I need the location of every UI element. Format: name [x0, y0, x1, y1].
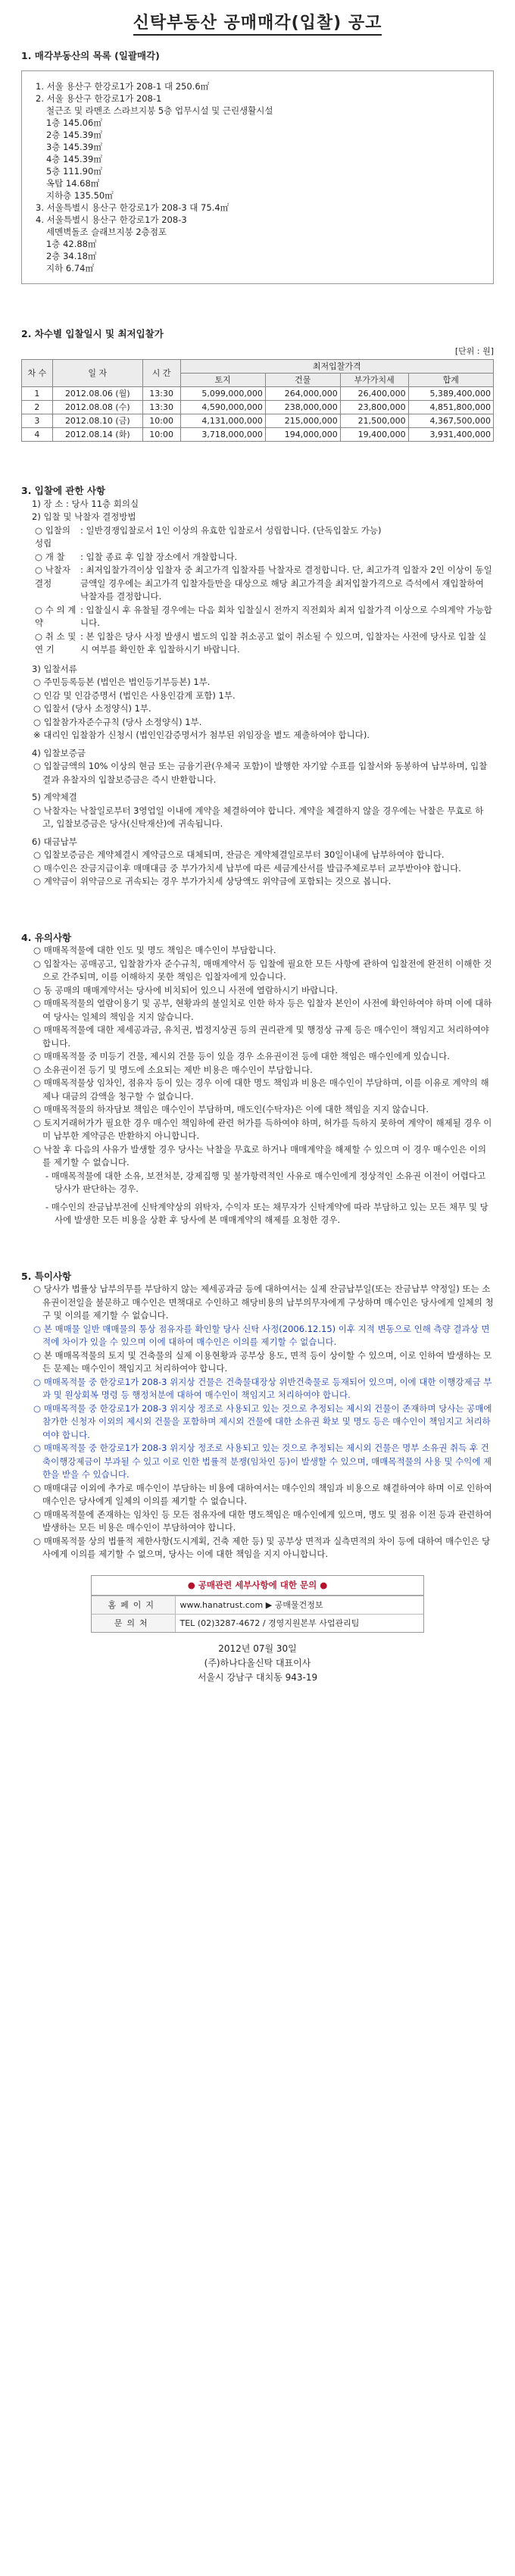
property-line: 1. 서울 용산구 한강로1가 208-1 대 250.6㎡ — [36, 81, 210, 92]
table-cell: 238,000,000 — [265, 400, 340, 414]
property-line: 2층 34.18㎡ — [46, 251, 97, 262]
caution-item: ○ 소유권이전 등기 및 명도에 소요되는 제반 비용은 매수인이 부담합니다. — [33, 1064, 313, 1075]
subsection-payment: 6) 대금납부 — [32, 836, 77, 847]
caution-item: ○ 매매목적물상 임차인, 점유자 등이 있는 경우 이에 대한 명도 책임과 비용은 매수인이 부담하며, 이를 이유로 계약의 해제나 대금의 감액을 청구할 수 없습니다. — [33, 1077, 489, 1102]
property-line: 옥탑 14.68㎡ — [46, 178, 100, 189]
property-line: 세멘벽돌조 슬래브지붕 2층점포 — [46, 227, 167, 238]
term-row — [21, 604, 494, 630]
document-item: ○ 입찰서 (당사 소정양식) 1부. — [33, 703, 151, 714]
contact-box — [91, 1575, 424, 1633]
table-cell: 215,000,000 — [265, 414, 340, 427]
table-cell: 2012.08.14 (화) — [52, 428, 142, 442]
section-special-notes — [21, 1270, 494, 1562]
term-body: : 입찰 종료 후 입찰 장소에서 개찰합니다. — [80, 551, 238, 562]
unit-label: [단위 : 원] — [454, 345, 494, 356]
special-note-item: ○ 매매목적물 중 한강로1가 208-3 위지상 정조로 사용되고 있는 것으로 추정되는 제시외 건물이 존재하며 당사는 공매에 참가한 신청자 이외의 제시외 건물을 포함하며 제시외 건물에 대한 소유권 확보 및 명도 등은 매수인이 책임지고 처리하여야 합니다. — [33, 1402, 492, 1440]
section-bid-schedule — [21, 327, 494, 442]
table-cell: 4,131,000,000 — [180, 414, 265, 427]
table-row — [22, 400, 494, 414]
property-line: 지하층 135.50㎡ — [46, 190, 114, 202]
payment-item: ○ 입찰보증금은 계약체결시 계약금으로 대체되며, 잔금은 계약체결일로부터 30일이내에 납부하여야 합니다. — [33, 849, 445, 861]
footer — [21, 1642, 494, 1685]
col-header-land: 토지 — [180, 373, 265, 386]
deposit-text: ○ 입찰금액의 10% 이상의 현금 또는 금융기관(우체국 포함)이 발행한 자기앞 수표를 입찰서와 동봉하여 납부하며, 입찰결과 유찰자의 입찰보증금은 즉시 반환합니다. — [33, 761, 488, 785]
caution-item: ○ 매매목적물 중 미등기 건물, 제시외 건물 등이 있을 경우 소유권이전 등에 대한 책임은 매수인에게 있습니다. — [33, 1051, 450, 1062]
property-list-box — [21, 70, 494, 284]
caution-subitem: - 매매목적물에 대한 소유, 보전처분, 강제집행 및 불가항력적인 사유로 매수인에게 정상적인 소유권 이전이 어렵다고 당사가 판단하는 경우. — [45, 1170, 486, 1195]
term-body: : 입찰실시 후 유찰될 경우에는 다음 회차 입찰실시 전까지 직전회차 최저 입찰가격 이상으로 수의계약 가능합니다. — [80, 604, 492, 629]
table-cell: 13:30 — [142, 386, 180, 400]
table-cell: 4,851,800,000 — [408, 400, 493, 414]
table-cell: 2012.08.10 (금) — [52, 414, 142, 427]
table-cell: 5,099,000,000 — [180, 386, 265, 400]
property-line: 지하 6.74㎡ — [46, 263, 94, 274]
property-line: 1층 42.88㎡ — [46, 239, 97, 250]
term-label: ○ 낙찰자 결정 — [35, 564, 71, 589]
special-note-item: ○ 매매목적물 중 한강로1가 208-3 위지상 정조로 사용되고 있는 것으로 추정되는 제시외 건물은 명부 소유권 취득 후 건축이행강제금이 부과될 수 있고 이로 인한 법률적 분쟁(임차인 등)이 발생할 수 있으며, 매매목적물의 사용 및 수익에 제한을 받을 수 있습니다. — [33, 1443, 492, 1480]
term-row — [21, 564, 494, 604]
company-address: 서울시 강남구 대치동 943-19 — [197, 1672, 318, 1683]
special-note-item: ○ 본 매매물 일반 매매물의 통상 점유자를 확인할 당사 신탁 사정(2006.12.15) 이후 지적 변동으로 인해 측량 결과상 면적에 차이가 있을 수 있으며 이에 대하여 매수인은 이의를 제기할 수 없습니다. — [33, 1323, 490, 1348]
document-note: ※ 대리인 입찰참가 신청시 (법인인감증명서가 첨부된 위임장을 별도 제출하여야 합니다). — [33, 730, 370, 741]
property-line: 2. 서울 용산구 한강로1가 208-1 — [36, 93, 162, 105]
property-line: 3층 145.39㎡ — [46, 142, 102, 153]
table-cell: 264,000,000 — [265, 386, 340, 400]
company-name: (주)하나다올신탁 대표이사 — [204, 1658, 311, 1669]
caution-item: ○ 토지거래허가가 필요한 경우 매수인 책임하에 관련 허가를 득하여야 하며, 허가를 득하지 못하여 계약이 해제될 경우 이미 납부한 계약금은 반환하지 아니합니다. — [33, 1117, 492, 1142]
term-row — [21, 524, 494, 551]
payment-item: ○ 매수인은 잔금지급이후 매매대금 중 부가가치세 납부에 따른 세금계산서를 발급주체로부터 교부받아야 합니다. — [33, 862, 461, 874]
term-label: ○ 수 의 계 약 — [35, 604, 76, 629]
page-title: 신탁부동산 공매매각(입찰) 공고 — [21, 0, 494, 42]
section-heading: 4. 유의사항 — [21, 931, 72, 943]
col-header-min-price: 최저입찰가격 — [180, 359, 494, 373]
special-note-item: ○ 매매목적물에 존재하는 임차인 등 모든 점유자에 대한 명도책임은 매수인에게 있으며, 명도 및 점유 이전 등과 관련하여 발생하는 모든 비용은 매수인이 부담하여야 합니다. — [33, 1508, 492, 1533]
special-note-item: ○ 본 매매목적물의 토지 및 건축물의 실제 이용현황과 공부상 용도, 면적 등이 상이할 수 있으며, 이로 인하여 발생하는 모든 문제는 매수인이 책임지고 처리하여야 합니다. — [33, 1349, 492, 1374]
price-table — [21, 359, 494, 442]
table-cell: 194,000,000 — [265, 428, 340, 442]
table-cell: 3 — [22, 414, 53, 427]
property-line: 2층 145.39㎡ — [46, 130, 102, 141]
special-note-item: ○ 당사가 법률상 납부의무를 부담하지 않는 제세공과금 등에 대하여서는 실제 잔금납부일(또는 잔금납부 약정일) 또는 소유권이전일을 불문하고 매수인은 면책대로 수인하고 해당비용의 납부의무자에게 구상하며 매수인은 당사에게 일체의 청구 및 이의를 제기할 수 없습니다. — [33, 1283, 494, 1321]
property-line: 4층 145.39㎡ — [46, 154, 102, 165]
contact-heading: ● 공매관련 세부사항에 대한 문의 ● — [92, 1576, 423, 1596]
caution-subitem: - 매수인의 잔금납부전에 신탁계약상의 위탁자, 수익자 또는 채무자가 신탁계약에 따라 부담하고 있는 모든 채무 및 당사에 발생한 모든 비용을 상환 후 당사에 본 매매계약의 해제를 요청한 경우. — [45, 1201, 488, 1226]
table-cell: 2 — [22, 400, 53, 414]
term-body: : 본 입찰은 당사 사정 발생시 별도의 입찰 취소공고 없이 취소될 수 있으며, 입찰자는 사전에 당사로 입찰 실시 여부를 확인한 후 입찰하시기 바랍니다. — [80, 630, 487, 655]
document-item: ○ 인감 및 인감증명서 (법인은 사용인감계 포함) 1부. — [33, 689, 236, 701]
subsection-method: 2) 입찰 및 낙찰자 결정방법 — [32, 511, 136, 523]
section-heading: 5. 특이사항 — [21, 1270, 72, 1282]
table-cell: 5,389,400,000 — [408, 386, 493, 400]
property-line: 5층 111.90㎡ — [46, 166, 102, 177]
contact-row — [92, 1615, 423, 1633]
caution-item: ○ 낙찰 후 다음의 사유가 발생할 경우 당사는 낙찰을 무효로 하거나 매매계약을 해제할 수 있으며 이 경우 매수인은 이의를 제기할 수 없습니다. — [33, 1143, 486, 1168]
term-label: ○ 개 찰 — [35, 551, 65, 562]
document-item: ○ 입찰참가자준수규칙 (당사 소정양식) 1부. — [33, 716, 202, 727]
subsection-deposit: 4) 입찰보증금 — [32, 747, 86, 758]
col-header-total: 합계 — [408, 373, 493, 386]
table-cell: 2012.08.06 (월) — [52, 386, 142, 400]
table-row — [22, 386, 494, 400]
section-bid-terms — [21, 484, 494, 889]
table-cell: 3,718,000,000 — [180, 428, 265, 442]
table-cell: 19,400,000 — [340, 428, 408, 442]
table-cell: 26,400,000 — [340, 386, 408, 400]
subsection-documents: 3) 입찰서류 — [32, 663, 77, 674]
table-cell: 1 — [22, 386, 53, 400]
col-header-time: 시 간 — [142, 359, 180, 386]
special-note-item: ○ 매매대금 이외에 추가로 매수인이 부담하는 비용에 대하여서는 매수인의 책임과 비용으로 해결하여야 하며 이로 인하여 매수인은 당사에게 일체의 이의를 제기할 수 없습니다. — [33, 1482, 492, 1507]
payment-item: ○ 계약금이 위약금으로 귀속되는 경우 부가가치세 상당액도 위약금에 포함되는 것으로 봅니다. — [33, 876, 392, 887]
col-header-vat: 부가가치세 — [340, 373, 408, 386]
contact-label: 문의처 — [92, 1615, 175, 1633]
caution-item: ○ 매매목적물의 하자담보 책임은 매수인이 부담하며, 매도인(수탁자)은 이에 대한 책임을 지지 않습니다. — [33, 1104, 429, 1115]
contact-phone: TEL (02)3287-4672 / 경영지원본부 사업관리팀 — [175, 1615, 423, 1633]
section-heading: 3. 입찰에 관한 사항 — [21, 485, 106, 497]
term-label: ○ 입찰의 성립 — [35, 524, 71, 549]
contact-label: 홈페이지 — [92, 1596, 175, 1615]
subsection-contract: 5) 계약체결 — [32, 792, 77, 803]
table-row — [22, 414, 494, 427]
section-heading: 2. 차수별 입찰일시 및 최저입찰가 — [21, 328, 164, 340]
table-cell: 23,800,000 — [340, 400, 408, 414]
col-header-date: 일 자 — [52, 359, 142, 386]
document-item: ○ 주민등록등본 (법인은 법인등기부등본) 1부. — [33, 677, 211, 688]
table-cell: 10:00 — [142, 414, 180, 427]
table-cell: 13:30 — [142, 400, 180, 414]
section-cautions — [21, 931, 494, 1227]
special-note-item: ○ 매매목적물 상의 법률적 제한사항(도시계획, 건축 제한 등) 및 공부상 면적과 실측면적의 차이 등에 대하여 매수인은 당사에게 이의를 제기할 수 없으며, 당사는 이에 대한 책임을 지지 아니합니다. — [33, 1535, 491, 1560]
property-line: 4. 서울특별시 용산구 한강로1가 208-3 — [36, 214, 187, 226]
term-label: ○ 취 소 및 연 기 — [35, 630, 76, 655]
term-row — [21, 551, 494, 564]
caution-item: ○ 매매목적물에 대한 제세공과금, 유치권, 법정지상권 등의 권리관계 및 행정상 규제 등은 매수인이 책임지고 처리하여야 합니다. — [33, 1024, 489, 1049]
table-cell: 4 — [22, 428, 53, 442]
term-row — [21, 630, 494, 657]
caution-item: ○ 매매목적물의 열람이용기 및 공부, 현황과의 불일치로 인한 하자 등은 입찰자 본인이 사전에 확인하여야 하며 이에 대하여 당사는 일체의 책임을 지지 않습니다. — [33, 998, 492, 1022]
table-cell: 10:00 — [142, 428, 180, 442]
subsection-place: 1) 장 소 : 당사 11층 회의실 — [32, 498, 139, 509]
table-cell: 2012.08.08 (수) — [52, 400, 142, 414]
property-line: 철근조 및 라멘조 스라브지붕 5층 업무시설 및 근린생활시설 — [46, 105, 273, 117]
notice-date: 2012년 07월 30일 — [218, 1643, 297, 1655]
caution-item: ○ 입찰자는 공매공고, 입찰참가자 준수규칙, 매매계약서 등 입찰에 필요한 모든 사항에 관하여 입찰전에 완전히 이해한 것으로 간주되며, 이를 이해하지 못한 책임은 입찰자에게 있습니다. — [33, 958, 492, 983]
caution-item: ○ 매매목적물에 대한 인도 및 명도 책임은 매수인이 부담합니다. — [33, 945, 276, 956]
term-body: : 일반경쟁입찰로서 1인 이상의 유효한 입찰로서 성립합니다. (단독입찰도 가능) — [80, 524, 382, 536]
section-property-list — [21, 48, 494, 284]
section-heading: 1. 매각부동산의 목록 (일괄매각) — [21, 50, 160, 61]
caution-item: ○ 동 공매의 매매계약서는 당사에 비치되어 있으니 사전에 열람하시기 바랍니다. — [33, 984, 339, 996]
contract-text: ○ 낙찰자는 낙찰일로부터 3영업일 이내에 계약을 체결하여야 합니다. 계약을 체결하지 않을 경우에는 낙찰은 무효로 하고, 입찰보증금은 당사(신탁재산)에 귀속됩니다. — [33, 805, 484, 830]
col-header-building: 건물 — [265, 373, 340, 386]
homepage-link[interactable]: www.hanatrust.com ▶ 공매물건정보 — [175, 1596, 423, 1615]
contact-table — [92, 1596, 423, 1632]
table-row — [22, 428, 494, 442]
special-note-item: ○ 매매목적물 중 한강로1가 208-3 위지상 건물은 건축물대장상 위반건축물로 등재되어 있으며, 이에 대한 이행강제금 부과 및 원상회복 명령 등 행정처분에 대하여 매수인이 책임지고 처리하여야 합니다. — [33, 1376, 492, 1401]
property-line: 3. 서울특별시 용산구 한강로1가 208-3 대 75.4㎡ — [36, 202, 229, 214]
contact-row — [92, 1596, 423, 1615]
term-body: : 최저입찰가격이상 입찰자 중 최고가격 입찰자를 낙찰자로 결정합니다. 단, 최고가격 입찰자 2인 이상이 동일금액일 경우에는 최고가격 입찰자들만을 대상으로 해당 최고가격을 최저입찰가격으로 즉석에서 재입찰하여 낙찰자를 결정합니다. — [80, 564, 492, 602]
table-cell: 4,367,500,000 — [408, 414, 493, 427]
property-line: 1층 145.06㎡ — [46, 117, 102, 129]
col-header-round: 차 수 — [22, 359, 53, 386]
table-cell: 21,500,000 — [340, 414, 408, 427]
table-cell: 4,590,000,000 — [180, 400, 265, 414]
table-cell: 3,931,400,000 — [408, 428, 493, 442]
